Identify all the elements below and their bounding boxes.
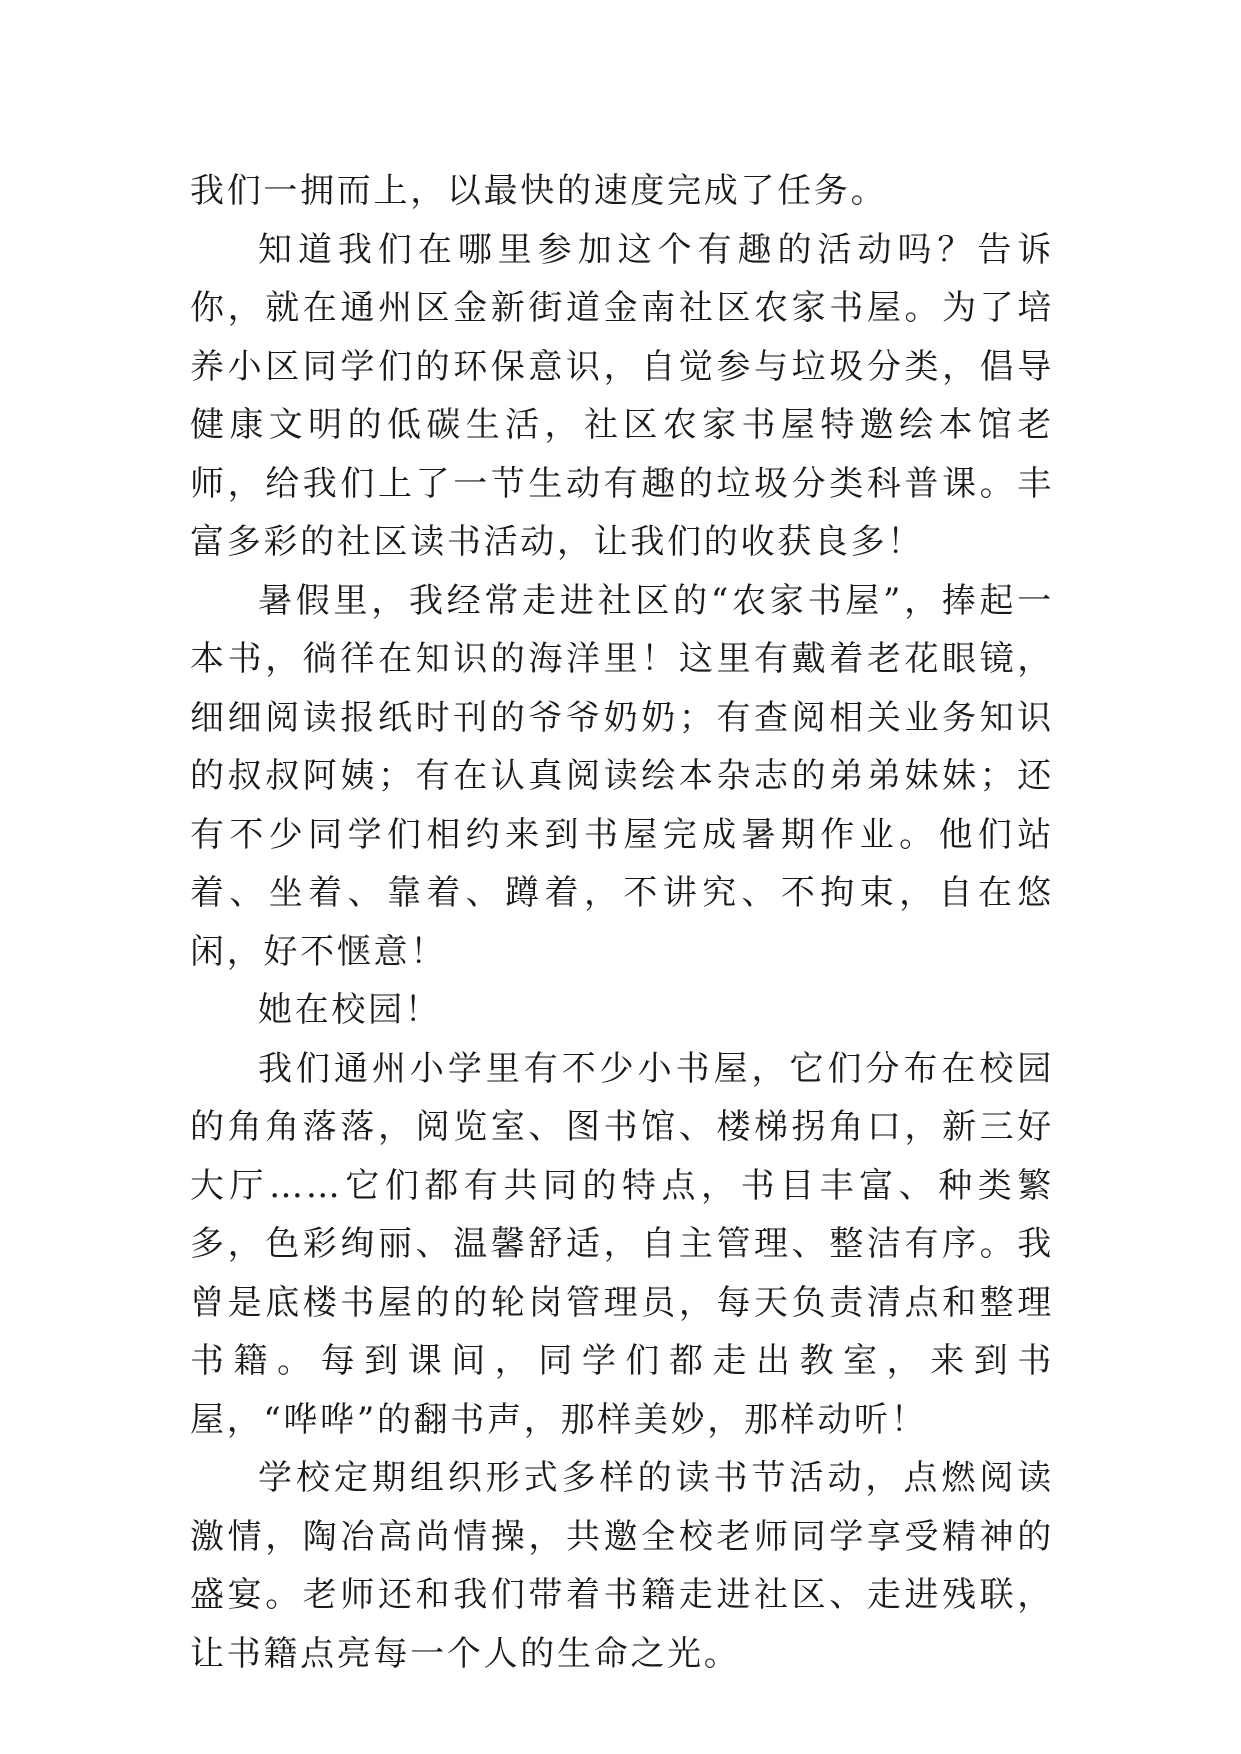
paragraph-3: 暑假里，我经常走进社区的“农家书屋”，捧起一本书，徜徉在知识的海洋里！这里有戴着老花眼镜，细细阅读报纸时刊的爷爷奶奶；有查阅相关业务知识的叔叔阿姨；有在认真阅读绘本杂志的弟弟妹妹；还有不少同学们相约来到书屋完成暑期作业。他们站着、坐着、靠着、蹲着，不讲究、不拘束，自在悠闲，好不惬意！ bbox=[190, 580, 1054, 972]
section-heading-campus: 她在校园！ bbox=[258, 990, 442, 1030]
paragraph-6: 学校定期组织形式多样的读书节活动，点燃阅读激情，陶冶高尚情操，共邀全校老师同学享受精神的盛宴。老师还和我们带着书籍走进社区、走进残联，让书籍点亮每一个人的生命之光。 bbox=[190, 1458, 1054, 1674]
page-body-text bbox=[190, 162, 1054, 1683]
paragraph-1: 我们一拥而上，以最快的速度完成了任务。 bbox=[190, 171, 888, 211]
paragraph-5: 我们通州小学里有不少小书屋，它们分布在校园的角角落落，阅览室、图书馆、楼梯拐角口，新三好大厅……它们都有共同的特点，书目丰富、种类繁多，色彩绚丽、温馨舒适，自主管理、整洁有序。我曾是底楼书屋的的轮岗管理员，每天负责清点和整理书籍。每到课间，同学们都走出教室，来到书屋，“哗哗”的翻书声，那样美妙，那样动听！ bbox=[190, 1048, 1054, 1440]
paragraph-2: 知道我们在哪里参加这个有趣的活动吗？告诉你，就在通州区金新街道金南社区农家书屋。为了培养小区同学们的环保意识，自觉参与垃圾分类，倡导健康文明的低碳生活，社区农家书屋特邀绘本馆老师，给我们上了一节生动有趣的垃圾分类科普课。丰富多彩的社区读书活动，让我们的收获良多！ bbox=[190, 229, 1054, 562]
